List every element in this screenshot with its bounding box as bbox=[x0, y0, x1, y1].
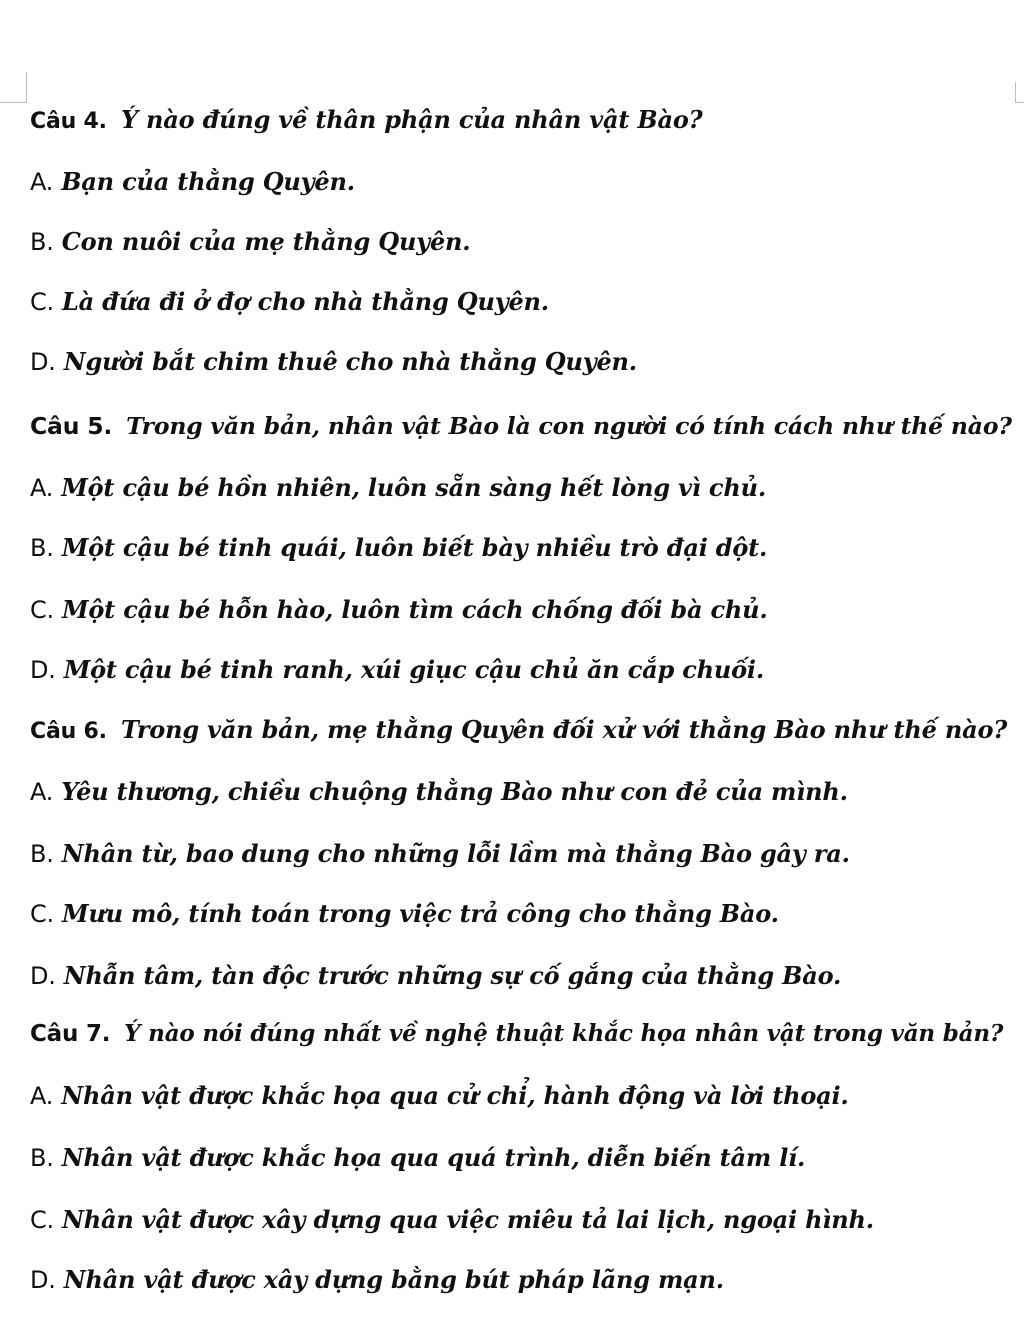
option-letter: A. bbox=[30, 474, 54, 502]
option-letter: C. bbox=[30, 288, 54, 316]
question-number: Câu 6. bbox=[30, 719, 107, 744]
question-4-option-c bbox=[30, 282, 1008, 322]
question-text: Trong văn bản, mẹ thằng Quyên đối xử với thằng Bào như thế nào? bbox=[120, 715, 1008, 744]
option-text: Nhẫn tâm, tàn độc trước những sự cố gắng của thằng Bào. bbox=[63, 961, 842, 990]
option-text: Nhân vật được xây dựng bằng bút pháp lãng mạn. bbox=[63, 1265, 724, 1294]
option-text: Nhân từ, bao dung cho những lỗi lầm mà thằng Bào gây ra. bbox=[61, 839, 850, 868]
option-letter: B. bbox=[30, 1144, 54, 1172]
option-text: Con nuôi của mẹ thằng Quyên. bbox=[61, 227, 471, 256]
question-5 bbox=[30, 406, 1012, 446]
question-7-option-c bbox=[30, 1200, 1008, 1240]
question-number: Câu 7. bbox=[30, 1021, 111, 1047]
option-letter: D. bbox=[30, 1266, 56, 1294]
question-6-option-d bbox=[30, 956, 1008, 996]
option-letter: A. bbox=[30, 778, 54, 806]
question-7 bbox=[30, 1014, 1008, 1054]
question-5-option-a bbox=[30, 468, 1008, 508]
option-letter: C. bbox=[30, 596, 54, 624]
question-7-option-d bbox=[30, 1260, 1008, 1300]
option-text: Mưu mô, tính toán trong việc trả công cho thằng Bào. bbox=[62, 899, 779, 928]
option-text: Người bắt chim thuê cho nhà thằng Quyên. bbox=[63, 347, 637, 376]
option-letter: B. bbox=[30, 840, 54, 868]
question-7-option-a bbox=[30, 1076, 1008, 1116]
option-text: Yêu thương, chiều chuộng thằng Bào như con đẻ của mình. bbox=[61, 777, 848, 806]
option-text: Là đứa đi ở đợ cho nhà thằng Quyên. bbox=[62, 287, 549, 316]
option-letter: D. bbox=[30, 656, 56, 684]
question-number: Câu 4. bbox=[30, 109, 107, 134]
option-text: Nhân vật được khắc họa qua quá trình, diễn biến tâm lí. bbox=[61, 1143, 806, 1172]
question-5-option-b bbox=[30, 528, 1008, 568]
question-5-option-c bbox=[30, 590, 1008, 630]
option-text: Một cậu bé tinh ranh, xúi giục cậu chủ ăn cắp chuối. bbox=[63, 655, 765, 684]
option-letter: D. bbox=[30, 962, 56, 990]
question-4-option-b bbox=[30, 222, 1008, 262]
option-text: Nhân vật được khắc họa qua cử chỉ, hành động và lời thoại. bbox=[61, 1081, 849, 1110]
option-text: Bạn của thằng Quyên. bbox=[61, 167, 355, 196]
option-letter: B. bbox=[30, 534, 54, 562]
option-letter: A. bbox=[30, 168, 54, 196]
option-text: Một cậu bé hỗn hào, luôn tìm cách chống đối bà chủ. bbox=[62, 595, 768, 624]
option-letter: A. bbox=[30, 1082, 54, 1110]
question-6 bbox=[30, 710, 1008, 750]
question-text: Ý nào đúng về thân phận của nhân vật Bào? bbox=[120, 105, 703, 134]
question-6-option-b bbox=[30, 834, 1008, 874]
option-letter: B. bbox=[30, 228, 54, 256]
option-letter: C. bbox=[30, 900, 54, 928]
option-text: Một cậu bé tinh quái, luôn biết bày nhiều trò đại dột. bbox=[61, 533, 768, 562]
question-number: Câu 5. bbox=[30, 412, 113, 440]
question-6-option-a bbox=[30, 772, 1008, 812]
question-6-option-c bbox=[30, 894, 1008, 934]
question-4-option-a bbox=[30, 162, 1008, 202]
question-text: Ý nào nói đúng nhất về nghệ thuật khắc họa nhân vật trong văn bản? bbox=[124, 1020, 1004, 1047]
question-text: Trong văn bản, nhân vật Bào là con người có tính cách như thế nào? bbox=[126, 412, 1012, 440]
question-5-option-d bbox=[30, 650, 1008, 690]
question-4 bbox=[30, 100, 1008, 140]
option-letter: C. bbox=[30, 1206, 54, 1234]
question-4-option-d bbox=[30, 342, 1008, 382]
option-text: Một cậu bé hồn nhiên, luôn sẵn sàng hết lòng vì chủ. bbox=[61, 473, 766, 502]
question-7-option-b bbox=[30, 1138, 1008, 1178]
margin-corner-mark-right bbox=[1015, 82, 1024, 103]
option-text: Nhân vật được xây dựng qua việc miêu tả lai lịch, ngoại hình. bbox=[62, 1205, 874, 1234]
option-letter: D. bbox=[30, 348, 56, 376]
margin-corner-mark-left bbox=[0, 72, 27, 103]
